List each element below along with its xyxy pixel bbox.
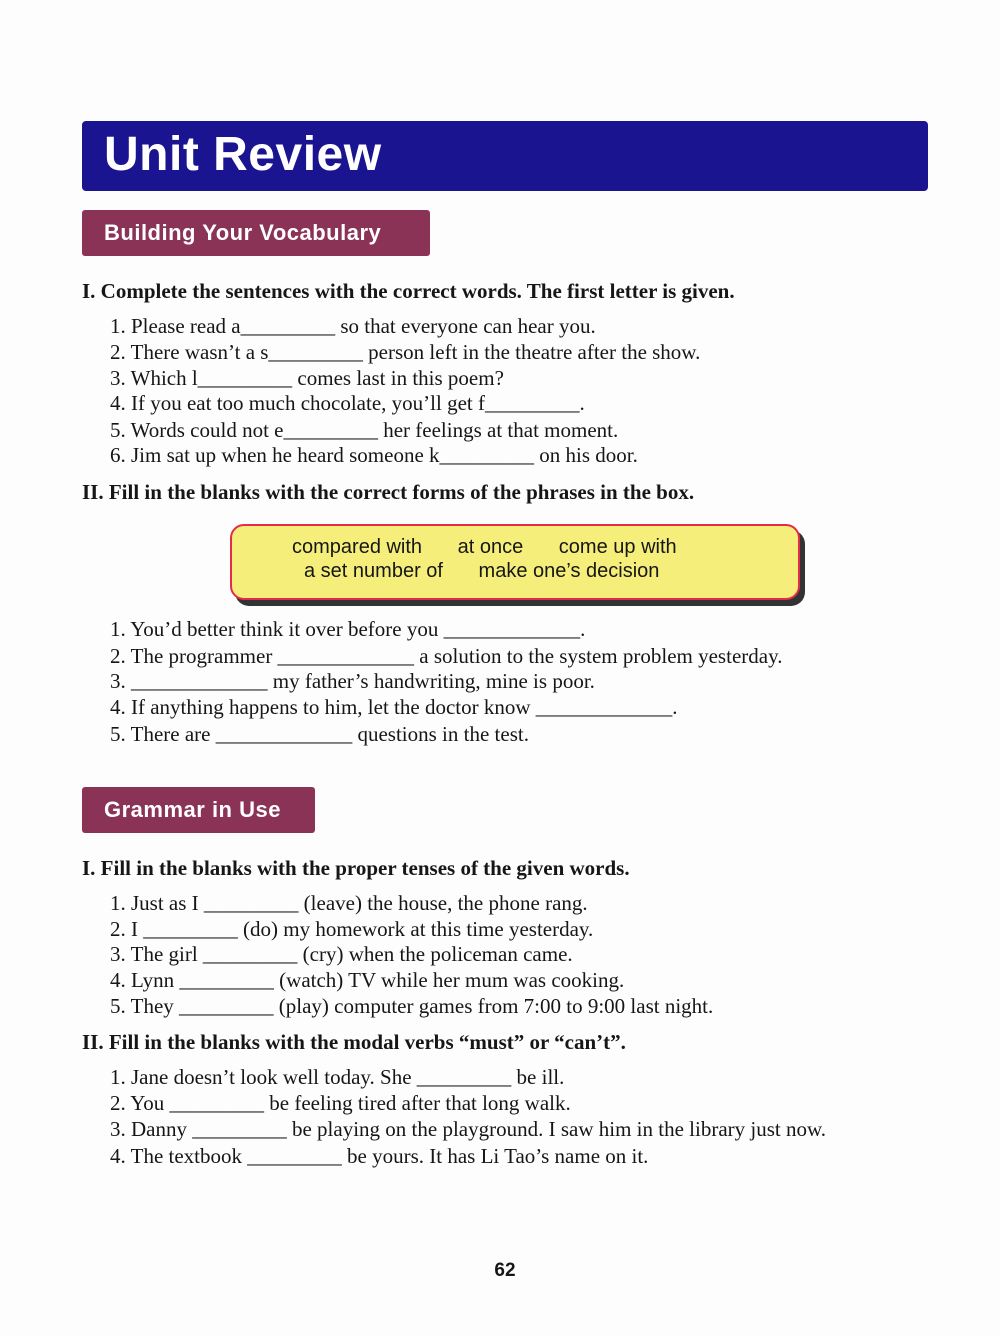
phrase: compared with	[292, 536, 423, 558]
exercise-item: 3. Danny _________ be playing on the playground. I saw him in the library just now.	[110, 1117, 827, 1141]
vocab-section-title: Building Your Vocabulary	[104, 220, 382, 245]
grammar-part2-heading: II. Fill in the blanks with the modal verbs “must” or “can’t”.	[82, 1030, 626, 1054]
exercise-item: 5. Words could not e_________ her feelings at that moment.	[110, 418, 619, 442]
exercise-item: 4. Lynn _________ (watch) TV while her mum was cooking.	[110, 968, 625, 992]
phrase-row	[292, 536, 707, 559]
phrase: make one’s decision	[478, 560, 660, 582]
exercise-item: 2. I _________ (do) my homework at this time yesterday.	[110, 917, 594, 941]
vocab-section-badge	[82, 210, 430, 256]
exercise-item: 4. If anything happens to him, let the doctor know _____________.	[110, 695, 678, 719]
grammar-section-badge	[82, 787, 315, 833]
page-number: 62	[494, 1260, 516, 1281]
phrase-row	[304, 560, 689, 583]
exercise-item: 1. You’d better think it over before you _____________.	[110, 617, 586, 641]
exercise-item: 2. You _________ be feeling tired after that long walk.	[110, 1091, 571, 1115]
exercise-item: 5. There are _____________ questions in the test.	[110, 722, 529, 746]
vocab-part2-heading: II. Fill in the blanks with the correct forms of the phrases in the box.	[82, 480, 695, 504]
phrase: come up with	[558, 536, 677, 558]
phrase: at once	[457, 536, 524, 558]
exercise-item: 1. Just as I _________ (leave) the house, the phone rang.	[110, 891, 588, 915]
exercise-item: 1. Jane doesn’t look well today. She _________ be ill.	[110, 1065, 565, 1089]
exercise-item: 3. Which l_________ comes last in this poem?	[110, 366, 504, 390]
unit-title-bar	[82, 121, 928, 191]
exercise-item: 6. Jim sat up when he heard someone k_________ on his door.	[110, 443, 638, 467]
exercise-item: 4. If you eat too much chocolate, you’ll get f_________.	[110, 391, 585, 415]
phrase-box	[230, 524, 800, 600]
exercise-item: 3. _____________ my father’s handwriting, mine is poor.	[110, 669, 595, 693]
exercise-item: 1. Please read a_________ so that everyone can hear you.	[110, 314, 596, 338]
exercise-item: 2. There wasn’t a s_________ person left in the theatre after the show.	[110, 340, 701, 364]
exercise-item: 3. The girl _________ (cry) when the policeman came.	[110, 942, 573, 966]
vocab-part1-heading: I. Complete the sentences with the correct words. The first letter is given.	[82, 279, 735, 303]
exercise-item: 4. The textbook _________ be yours. It has Li Tao’s name on it.	[110, 1144, 649, 1168]
grammar-part1-heading: I. Fill in the blanks with the proper tenses of the given words.	[82, 856, 630, 880]
exercise-item: 2. The programmer _____________ a solution to the system problem yesterday.	[110, 644, 783, 668]
exercise-item: 5. They _________ (play) computer games from 7:00 to 9:00 last night.	[110, 994, 714, 1018]
unit-title: Unit Review	[104, 128, 382, 181]
phrase: a set number of	[304, 560, 443, 582]
grammar-section-title: Grammar in Use	[104, 797, 281, 822]
